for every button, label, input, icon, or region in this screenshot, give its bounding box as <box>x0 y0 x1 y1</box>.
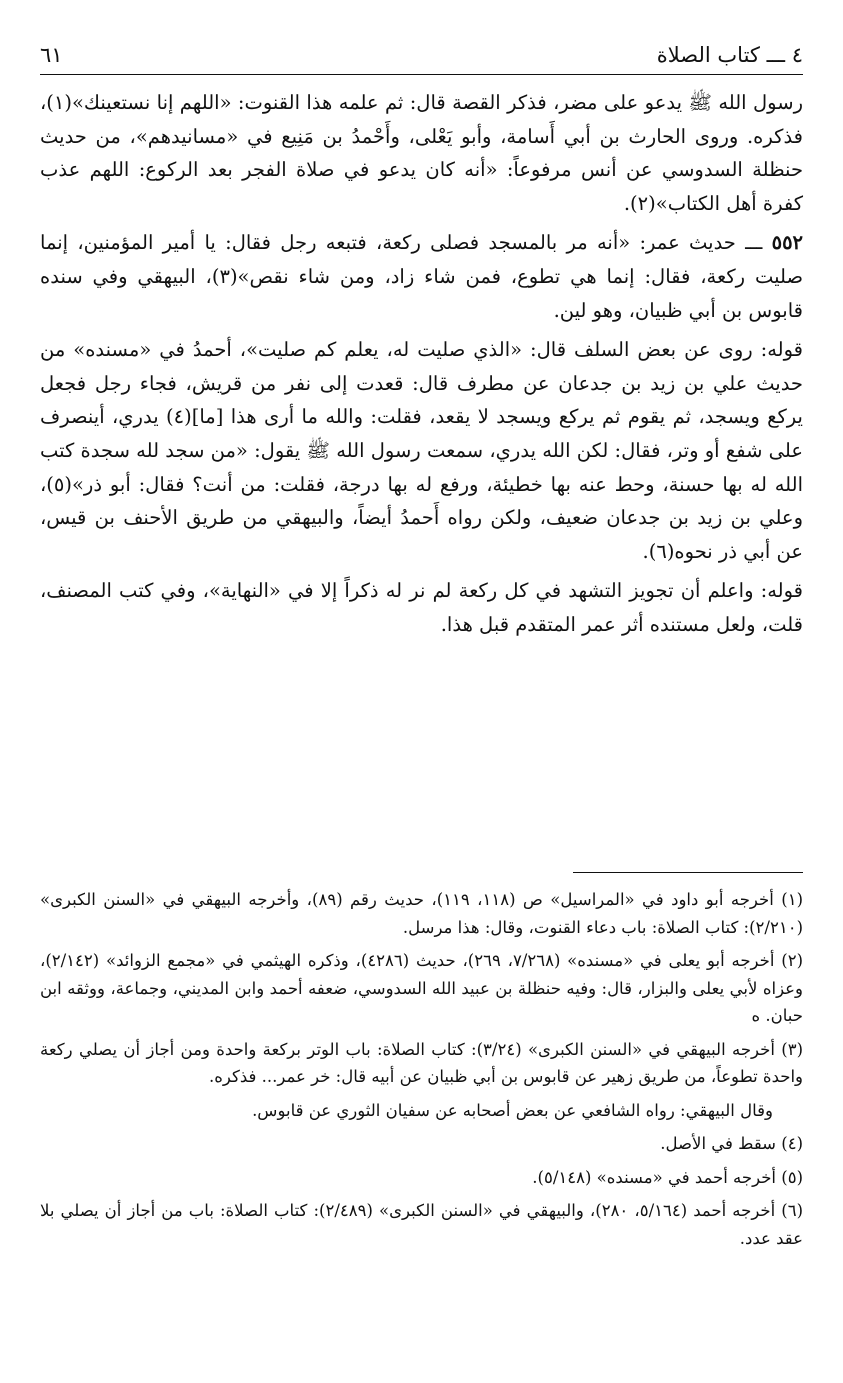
footnote-4: (٤) سقط في الأصل. <box>660 1134 803 1153</box>
hadith-number: ٥٥٢ <box>771 231 804 255</box>
paragraph-2-text: ـــ حديث عمر: «أنه مر بالمسجد فصلى ركعة، فتبعه رجل فقال: يا أمير المؤمنين، إنما صليت ركعة، فقال: إنما هي تطوع، فمن شاء زاد، ومن شاء نقص»(٣)، البيهقي وفي سنده قابوس بن أبي ظبيان، وهو لين. <box>40 231 803 322</box>
footnote-2: (٢) أخرجه أبو يعلى في «مسنده» (٧/٢٦٨، ٢٦٩)، حديث (٤٢٨٦)، وذكره الهيثمي في «مجمع الزوائد» (٢/١٤٢)، وعزاه لأبي يعلى والبزار، قال: وفيه حنظلة بن عبيد الله السدوسي، ضعفه أحمد وابن المديني، وجماعة، ووثقه ابن حبان. ه <box>40 951 803 1025</box>
footnote-5: (٥) أخرجه أحمد في «مسنده» (٥/١٤٨). <box>532 1167 803 1187</box>
main-text <box>40 86 803 648</box>
page-number: ٦١ <box>40 43 63 67</box>
footnote-separator <box>573 872 803 873</box>
footnotes <box>40 886 803 1258</box>
footnote-3: (٣) أخرجه البيهقي في «السنن الكبرى» (٣/٢٤): كتاب الصلاة: باب الوتر بركعة واحدة ومن أجاز أن يصلي ركعة واحدة تطوعاً، من طريق زهير عن قابوس بن أبي ظبيان عن أبيه قال: خر عمر... فذكره. <box>40 1039 804 1086</box>
footnote-3-continuation: وقال البيهقي: رواه الشافعي عن بعض أصحابه عن سفيان الثوري عن قابوس. <box>252 1100 773 1120</box>
paragraph-3: قوله: روى عن بعض السلف قال: «الذي صليت له، يعلم كم صليت»، أحمدُ في «مسنده» من حديث علي بن زيد بن جدعان عن مطرف قال: قعدت إلى نفر من قريش، فجاء رجل فجعل يركع ويسجد، ثم يقوم ثم يركع ويسجد لا يقعد، فقلت: والله ما أرى هذا [ما](٤) يدري، أينصرف على شفع أو وتر، فقال: لكن الله يدري، سمعت رسول الله ﷺ يقول: «من سجد لله سجدة كتب الله له بها حسنة، وحط عنه بها خطيئة، ورفع له بها درجة، فقلت: من أنت؟ فقال: أبو ذر»(٥)، وعلي بن زيد بن جدعان ضعيف، ولكن رواه أَحمدُ أيضاً، والبيهقي من طريق الأحنف بن قيس، عن أبي ذر نحوه(٦). <box>40 338 803 563</box>
footnote-1: (١) أخرجه أبو داود في «المراسيل» ص (١١٨، ١١٩)، حديث رقم (٨٩)، وأخرجه البيهقي في «السنن الكبرى» (٢/٢١٠): كتاب الصلاة: باب دعاء القنوت، وقال: هذا مرسل. <box>40 890 803 937</box>
footnote-6: (٦) أخرجه أحمد (٥/١٦٤، ٢٨٠)، والبيهقي في «السنن الكبرى» (٢/٤٨٩): كتاب الصلاة: باب من أجاز أن يصلي بلا عقد عدد. <box>40 1201 804 1248</box>
page-header <box>40 40 803 75</box>
running-title: ٤ ـــ كتاب الصلاة <box>656 43 803 67</box>
paragraph-2 <box>40 226 803 327</box>
paragraph-1: رسول الله ﷺ يدعو على مضر، فذكر القصة قال: ثم علمه هذا القنوت: «اللهم إنا نستعينك»(١)، فذكره. وروى الحارث بن أبي أَسامة، وأبو يَعْلى، وأَحْمدُ بن مَنِيع في «مسانيدهم»، من حديث حنظلة السدوسي عن أنس مرفوعاً: «أنه كان يدعو في صلاة الفجر بعد الركوع: اللهم عذب كفرة أهل الكتاب»(٢). <box>40 91 803 215</box>
paragraph-4: قوله: واعلم أن تجويز التشهد في كل ركعة لم نر له ذكراً إلا في «النهاية»، وفي كتب المصنف، قلت، ولعل مستنده أثر عمر المتقدم قبل هذا. <box>40 579 803 636</box>
